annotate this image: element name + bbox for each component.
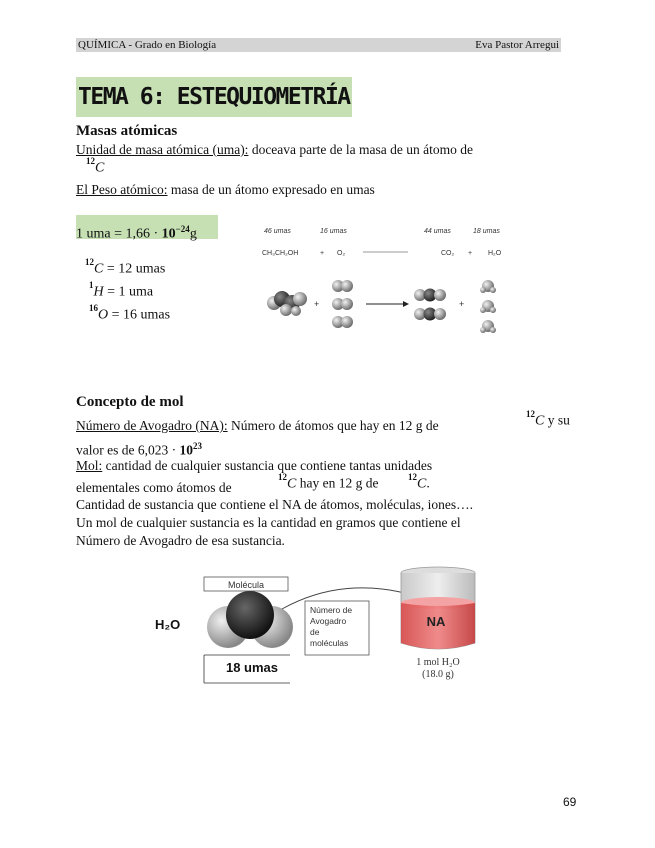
mol-definition [76, 457, 432, 474]
na-value-prefix: valor es de 6,023 · [76, 442, 180, 458]
na-value [76, 438, 202, 459]
na-value-exp: 23 [192, 441, 202, 451]
peso-text: masa de un átomo expresado en umas [167, 182, 375, 197]
na-value-base: 10 [179, 442, 193, 458]
mol-line3: Cantidad de sustancia que contiene el NA de átomos, moléculas, iones…. [76, 497, 474, 512]
plus-3: + [314, 299, 320, 309]
chapter-title: TEMA 6: ESTEQUIOMETRÍA [76, 77, 352, 117]
section-heading-masas: Masas atómicas [76, 123, 178, 139]
uma-isotope [86, 158, 104, 177]
header-author: Eva Pastor Arregui [475, 39, 559, 51]
uma-value-box [76, 215, 218, 242]
arrow-label-3: de [310, 627, 320, 637]
arrow-label-2: Avogadro [310, 616, 347, 626]
beaker-label: NA [426, 614, 446, 629]
mol-amount: 1 mol H₂O [416, 657, 460, 668]
isotope-h [89, 282, 153, 301]
page-header [76, 38, 561, 52]
na-definition [76, 417, 439, 434]
header-course: QUÍMICA - Grado en Biología [78, 39, 217, 51]
mol-definition-line2 [76, 479, 232, 496]
mol-line5: Número de Avogadro de esa sustancia. [76, 533, 285, 548]
plus-1: + [320, 250, 325, 257]
na-iso-mass: 12 [526, 409, 535, 419]
uma-text: doceava parte de la masa de un átomo de [248, 142, 473, 157]
mass-label-h2o: 18 umas [473, 228, 500, 235]
na-text2: y su [544, 412, 570, 428]
reaction-arrow-icon [366, 301, 409, 307]
mol-text2b: hay en 12 g de [296, 475, 379, 491]
mol-label: Mol: [76, 458, 103, 473]
mass-label-o2: 16 umas [320, 228, 347, 235]
mol-iso2-mass: 12 [408, 472, 417, 482]
ethanol-molecule-icon [267, 291, 307, 316]
formula-h2o: H₂O [488, 250, 502, 257]
uma-value-unit: g [189, 226, 197, 242]
mol-line4: Un mol de cualquier sustancia es la cantidad en gramos que contiene el [76, 515, 461, 530]
uma-iso-symbol: C [95, 160, 105, 176]
na-text: Número de átomos que hay en 12 g de [227, 418, 439, 433]
beaker-icon [401, 567, 475, 649]
uma-value-base: 10 [161, 226, 176, 242]
plus-2: + [468, 250, 473, 257]
mol-iso2-symbol: C [417, 476, 427, 492]
uma-iso-mass: 12 [86, 156, 95, 166]
uma-value-prefix: 1 uma = 1,66 · [76, 226, 162, 242]
mol-isotope-1 [278, 474, 378, 493]
mass-label-co2: 44 umas [424, 228, 451, 235]
mol-text2a: elementales como átomos de [76, 480, 232, 495]
isotope-c [85, 259, 165, 278]
isotope-c-mass: 12 [85, 257, 94, 267]
isotope-o-value: = 16 umas [108, 307, 171, 323]
na-iso-symbol: C [535, 413, 545, 429]
molecule-label: Molécula [227, 580, 265, 590]
oxygen-molecules-icon [332, 280, 353, 328]
plus-4: + [459, 299, 465, 309]
arrow-label-4: moléculas [310, 638, 349, 648]
water-molecule-icon [207, 591, 293, 648]
uma-definition [76, 141, 473, 158]
na-isotope [526, 411, 570, 430]
section-heading-mol: Concepto de mol [76, 394, 184, 410]
isotope-c-symbol: C [94, 261, 104, 277]
uma-label: Unidad de masa atómica (uma): [76, 142, 249, 157]
page-number: 69 [563, 795, 577, 809]
mol-text2c: . [426, 476, 430, 492]
isotope-o-mass: 16 [89, 303, 98, 313]
molecule-mass: 18 umas [225, 660, 279, 675]
isotope-h-symbol: H [93, 284, 104, 300]
water-formula: H₂O [155, 617, 181, 632]
co2-molecules-icon [414, 289, 446, 321]
mass-label-ethanol: 46 umas [264, 228, 291, 235]
na-label: Número de Avogadro (NA): [76, 418, 228, 433]
water-mole-figure [150, 563, 490, 688]
mol-iso-symbol: C [287, 476, 297, 492]
peso-label: El Peso atómico: [76, 182, 168, 197]
isotope-o [89, 305, 170, 324]
formula-o2: O₂ [337, 250, 346, 257]
mol-text: cantidad de cualquier sustancia que contiene tantas unidades [102, 458, 433, 473]
uma-value-exp: −24 [175, 224, 190, 234]
arrow-label-1: Número de [310, 605, 353, 615]
mol-isotope-2 [408, 474, 430, 493]
formula-co2: CO₂ [441, 250, 455, 257]
water-molecules-icon [480, 280, 496, 333]
combustion-figure [258, 211, 518, 341]
isotope-h-value: = 1 uma [103, 284, 154, 300]
isotope-h-mass: 1 [89, 280, 94, 290]
mol-iso-mass: 12 [278, 472, 287, 482]
formula-ethanol: CH₃CH₂OH [262, 250, 299, 257]
isotope-o-symbol: O [98, 307, 109, 323]
peso-definition [76, 181, 375, 198]
grams-amount: (18.0 g) [422, 669, 454, 680]
isotope-c-value: = 12 umas [103, 261, 166, 277]
